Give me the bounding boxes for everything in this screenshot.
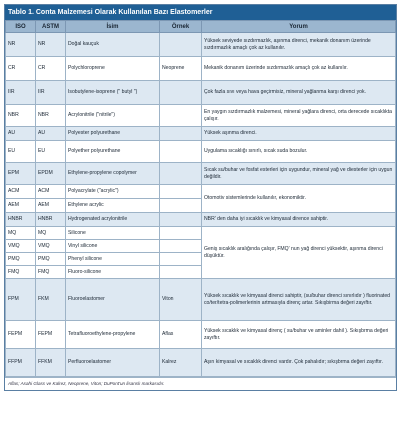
comment-cell: Yüksek sıcaklık ve kimyasal direnci sahiptir, (su/buhar direnci sınırlıdır ) fluorinated co/ter/tetra-polimerlerinin artmasıyla direnç artar. Sıkışbirma değeri zayıftır.: [202, 279, 396, 321]
iso-cell: AEM: [6, 199, 36, 213]
table-row: [6, 279, 396, 321]
example-cell: [160, 163, 202, 185]
astm-cell: PMQ: [36, 253, 66, 266]
astm-cell: FMQ: [36, 266, 66, 279]
example-cell: Kalrez: [160, 349, 202, 377]
comment-cell: NBR' den daha iyi sıcaklık ve kimyasal dirence sahiptir.: [202, 213, 396, 227]
name-cell: Phenyl silicone: [66, 253, 160, 266]
iso-cell: CR: [6, 57, 36, 81]
name-cell: Polyester polyurethane: [66, 127, 160, 141]
iso-cell: MQ: [6, 227, 36, 240]
astm-cell: EPDM: [36, 163, 66, 185]
name-cell: Silicone: [66, 227, 160, 240]
table-row: [6, 163, 396, 185]
iso-cell: EU: [6, 141, 36, 163]
comment-cell: En yaygın sızdırmazlık malzemesi, mineral yağlara direnci, orta derecede sıcaklıkta çalışır.: [202, 105, 396, 127]
comment-cell: Yüksek aşınma direnci.: [202, 127, 396, 141]
name-cell: Polyacrylate ("acrylic"): [66, 185, 160, 199]
header-comment: Yorum: [202, 21, 396, 33]
comment-cell: Çok fazla sıvı veya hava geçirmisiz, mineral yağlanma karşı direnci yok.: [202, 81, 396, 105]
table-row: [6, 213, 396, 227]
iso-cell: PMQ: [6, 253, 36, 266]
header-astm: ASTM: [36, 21, 66, 33]
header-name: İsim: [66, 21, 160, 33]
iso-cell: VMQ: [6, 240, 36, 253]
astm-cell: VMQ: [36, 240, 66, 253]
table-row: [6, 349, 396, 377]
iso-cell: FMQ: [6, 266, 36, 279]
comment-cell: Yüksek seviyede sızdırmazlık, aşınma direnci, mekanik donanım üzerinde sızdırmazlık amaçlı çok az kullanılır.: [202, 33, 396, 57]
name-cell: Polychloroprene: [66, 57, 160, 81]
iso-cell: HNBR: [6, 213, 36, 227]
table-title: Tablo 1. Conta Malzemesi Olarak Kullanılan Bazı Elastomerler: [5, 5, 396, 20]
example-cell: [160, 266, 202, 279]
table-footnote: Aflas; Asahi Glass ve Kalrez, Neoprene, Viton; DuPont'un lisanslı markasıdır.: [5, 377, 396, 390]
astm-cell: FKM: [36, 279, 66, 321]
name-cell: Ethylene-propylene copolymer: [66, 163, 160, 185]
astm-cell: AU: [36, 127, 66, 141]
example-cell: Aflas: [160, 321, 202, 349]
elastomer-table: [5, 20, 396, 377]
header-example: Örnek: [160, 21, 202, 33]
name-cell: Vinyl silicone: [66, 240, 160, 253]
example-cell: [160, 33, 202, 57]
example-cell: [160, 199, 202, 213]
comment-cell: Yüksek sıcaklık ve kimyasal direnç ( su/buhar ve aminler dahil ). Sıkışbrma değeri zayıftır.: [202, 321, 396, 349]
table-row: [6, 321, 396, 349]
iso-cell: FPM: [6, 279, 36, 321]
iso-cell: AU: [6, 127, 36, 141]
iso-cell: FEPM: [6, 321, 36, 349]
example-cell: [160, 240, 202, 253]
example-cell: [160, 253, 202, 266]
name-cell: Polyether polyurethane: [66, 141, 160, 163]
table-row: [6, 105, 396, 127]
name-cell: Fluoro-silicone: [66, 266, 160, 279]
astm-cell: ACM: [36, 185, 66, 199]
name-cell: Tetrafluoroethylene-propylene: [66, 321, 160, 349]
astm-cell: FEPM: [36, 321, 66, 349]
table-row: [6, 185, 396, 199]
name-cell: Fluoroelastomer: [66, 279, 160, 321]
name-cell: Acrylonitrile ("nitrile"): [66, 105, 160, 127]
example-cell: Viton: [160, 279, 202, 321]
astm-cell: IIR: [36, 81, 66, 105]
example-cell: [160, 105, 202, 127]
comment-cell: Sıcak su/buhar ve fosfat esterleri için uygundur, mineral yağ ve diesterler için uygun değildir.: [202, 163, 396, 185]
example-cell: [160, 213, 202, 227]
astm-cell: FFKM: [36, 349, 66, 377]
example-cell: [160, 81, 202, 105]
table-row: [6, 141, 396, 163]
example-cell: [160, 141, 202, 163]
iso-cell: NBR: [6, 105, 36, 127]
table-row: [6, 227, 396, 240]
astm-cell: EU: [36, 141, 66, 163]
comment-cell: Geniş sıcaklık aralığında çalışır, FMQ' nun yağ direnci yüksektir, aşınma direnci düşüktür.: [202, 227, 396, 279]
astm-cell: AEM: [36, 199, 66, 213]
header-iso: ISO: [6, 21, 36, 33]
comment-cell: Mekanik donanım üzerinde sızdırmazlık amaçlı çok az kullanılır.: [202, 57, 396, 81]
iso-cell: ACM: [6, 185, 36, 199]
table-row: [6, 33, 396, 57]
example-cell: [160, 227, 202, 240]
comment-cell: Uygulama sıcaklığı sınırlı, sıcak suda bozulur.: [202, 141, 396, 163]
iso-cell: FFPM: [6, 349, 36, 377]
example-cell: [160, 127, 202, 141]
astm-cell: HNBR: [36, 213, 66, 227]
comment-cell: Aşırı kimyasal ve sıcaklık direnci vardır. Çok pahalıdır; sıkışbrma değeri zayıftır.: [202, 349, 396, 377]
name-cell: Doğal kauçuk: [66, 33, 160, 57]
elastomer-table-panel: [4, 4, 397, 391]
astm-cell: CR: [36, 57, 66, 81]
astm-cell: NBR: [36, 105, 66, 127]
table-row: [6, 127, 396, 141]
name-cell: Perfluoroelastomer: [66, 349, 160, 377]
example-cell: Neoprene: [160, 57, 202, 81]
name-cell: Ethylene acrylic: [66, 199, 160, 213]
iso-cell: EPM: [6, 163, 36, 185]
astm-cell: MQ: [36, 227, 66, 240]
table-row: [6, 57, 396, 81]
comment-cell: Otomotiv sistemlerinde kullanılır, ekonomiktir.: [202, 185, 396, 213]
name-cell: Isobutylene-isoprene (" butyl "): [66, 81, 160, 105]
example-cell: [160, 185, 202, 199]
iso-cell: NR: [6, 33, 36, 57]
iso-cell: IIR: [6, 81, 36, 105]
name-cell: Hydrogenated acrylonitrile: [66, 213, 160, 227]
astm-cell: NR: [36, 33, 66, 57]
table-row: [6, 81, 396, 105]
